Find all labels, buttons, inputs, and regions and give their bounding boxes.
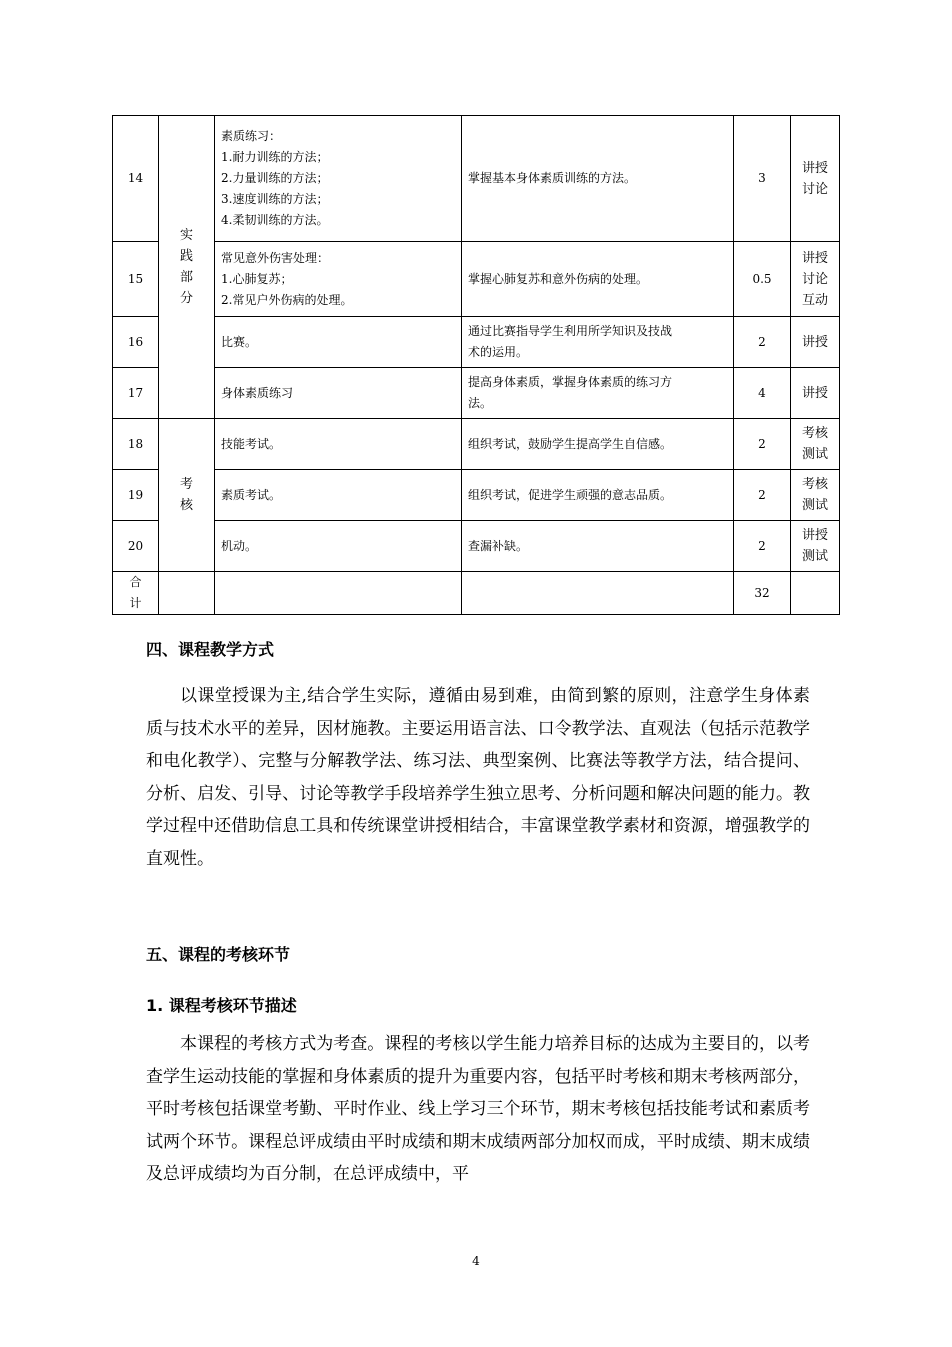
table-row (113, 242, 840, 317)
method-line: 测试 (801, 549, 828, 564)
content-line: 1.心肺复苏； (221, 271, 293, 286)
empty-cell (791, 572, 840, 615)
total-label: 合 (129, 575, 142, 589)
row-number: 20 (113, 521, 159, 572)
hours-cell: 2 (734, 419, 791, 470)
content-cell (215, 116, 462, 242)
exam-part-label: 核 (179, 498, 193, 513)
hours-cell: 2 (734, 317, 791, 368)
content-cell (215, 470, 462, 521)
method-line: 讲授 (801, 385, 828, 401)
method-cell (791, 317, 840, 368)
exam-part-cell (159, 419, 215, 572)
content-cell (215, 419, 462, 470)
practice-part-label: 实 (179, 228, 193, 243)
method-line: 讨论 (801, 271, 828, 287)
hours-cell: 4 (734, 368, 791, 419)
goal-line: 提高身体素质，掌握身体素质的练习方 (468, 375, 673, 389)
empty-cell (215, 572, 462, 615)
method-line: 互动 (801, 292, 828, 308)
empty-cell (462, 572, 734, 615)
row-number: 17 (113, 368, 159, 419)
total-hours: 32 (734, 572, 791, 615)
goal-cell (462, 419, 734, 470)
content-cell (215, 521, 462, 572)
content-line: 技能考试。 (221, 436, 282, 451)
method-cell (791, 242, 840, 317)
goal-line: 组织考试，促进学生顽强的意志品质。 (468, 487, 673, 502)
hours-cell: 0.5 (734, 242, 791, 317)
goal-line: 掌握心肺复苏和意外伤病的处理。 (468, 271, 649, 286)
total-row (113, 572, 840, 615)
method-cell (791, 470, 840, 521)
content-line: 2.力量训练的方法； (221, 171, 329, 185)
content-line: 素质考试。 (221, 487, 282, 502)
goal-cell (462, 317, 734, 368)
goal-cell (462, 521, 734, 572)
total-label: 计 (129, 596, 142, 610)
method-line: 讲授 (801, 528, 828, 543)
method-line: 考核 (801, 426, 828, 441)
total-label-cell (113, 572, 159, 615)
content-cell (215, 317, 462, 368)
hours-cell: 2 (734, 521, 791, 572)
content-line: 4.柔韧训练的方法。 (221, 213, 329, 227)
goal-cell (462, 368, 734, 419)
goal-line: 掌握基本身体素质训练的方法。 (468, 171, 637, 185)
goal-line: 查漏补缺。 (468, 538, 529, 553)
section5-paragraph: 本课程的考核方式为考查。课程的考核以学生能力培养目标的达成为主要目的，以考查学生运动技能的掌握和身体素质的提升为重要内容，包括平时考核和期末考核两部分，平时考核包括课堂考勤、平时作业、线上学习三个环节，期末考核包括技能考试和素质考试两个环节。课程总评成绩由平时成绩和期末成绩两部分加权而成，平时成绩、期末成绩及总评成绩均为百分制，在总评成绩中，平 (146, 1034, 810, 1184)
table-row (113, 419, 840, 470)
content-line: 常见意外伤害处理： (221, 250, 330, 265)
goal-line: 术的运用。 (468, 345, 529, 359)
content-line: 3.速度训练的方法； (221, 192, 329, 206)
hours-cell: 3 (734, 116, 791, 242)
table-row (113, 317, 840, 368)
content-line: 比赛。 (221, 334, 258, 349)
method-line: 讲授 (801, 334, 828, 350)
content-cell (215, 368, 462, 419)
goal-cell (462, 242, 734, 317)
table-row (113, 470, 840, 521)
method-line: 测试 (801, 498, 828, 513)
method-cell (791, 116, 840, 242)
row-number: 18 (113, 419, 159, 470)
section4-heading: 四、课程教学方式 (146, 640, 275, 659)
method-line: 考核 (801, 477, 828, 492)
method-line: 讲授 (801, 160, 828, 176)
method-line: 测试 (801, 447, 828, 462)
table-row (113, 368, 840, 419)
content-line: 2.常见户外伤病的处理。 (221, 292, 353, 307)
method-line: 讲授 (801, 250, 828, 266)
section5-subheading: 1. 课程考核环节描述 (146, 996, 297, 1015)
hours-cell: 2 (734, 470, 791, 521)
practice-part-label: 践 (179, 249, 193, 264)
content-cell (215, 242, 462, 317)
table-row (113, 521, 840, 572)
goal-line: 通过比赛指导学生利用所学知识及技战 (468, 324, 673, 338)
content-line: 1.耐力训练的方法； (221, 150, 329, 164)
goal-line: 法。 (468, 396, 493, 410)
goal-cell (462, 470, 734, 521)
method-cell (791, 419, 840, 470)
row-number: 16 (113, 317, 159, 368)
method-cell (791, 368, 840, 419)
row-number: 15 (113, 242, 159, 317)
practice-part-cell (159, 116, 215, 419)
table-row (113, 116, 840, 242)
practice-part-label: 分 (179, 291, 193, 306)
row-number: 14 (113, 116, 159, 242)
section5-heading: 五、课程的考核环节 (146, 945, 291, 964)
page-number: 4 (472, 1254, 480, 1268)
course-schedule-table (112, 115, 840, 615)
goal-line: 组织考试，鼓励学生提高学生自信感。 (468, 436, 673, 451)
empty-cell (159, 572, 215, 615)
exam-part-label: 考 (179, 477, 193, 492)
goal-cell (462, 116, 734, 242)
method-line: 讨论 (801, 181, 828, 197)
content-line: 机动。 (221, 538, 258, 553)
practice-part-label: 部 (179, 270, 193, 285)
content-line: 素质练习： (221, 129, 282, 143)
content-line: 身体素质练习 (221, 385, 294, 400)
row-number: 19 (113, 470, 159, 521)
method-cell (791, 521, 840, 572)
section4-paragraph: 以课堂授课为主,结合学生实际，遵循由易到难，由简到繁的原则，注意学生身体素质与技术水平的差异，因材施教。主要运用语言法、口令教学法、直观法（包括示范教学和电化教学）、完整与分解教学法、练习法、典型案例、比赛法等教学方法，结合提问、分析、启发、引导、讨论等教学手段培养学生独立思考、分析问题和解决问题的能力。教学过程中还借助信息工具和传统课堂讲授相结合，丰富课堂教学素材和资源，增强教学的直观性。 (146, 686, 810, 869)
